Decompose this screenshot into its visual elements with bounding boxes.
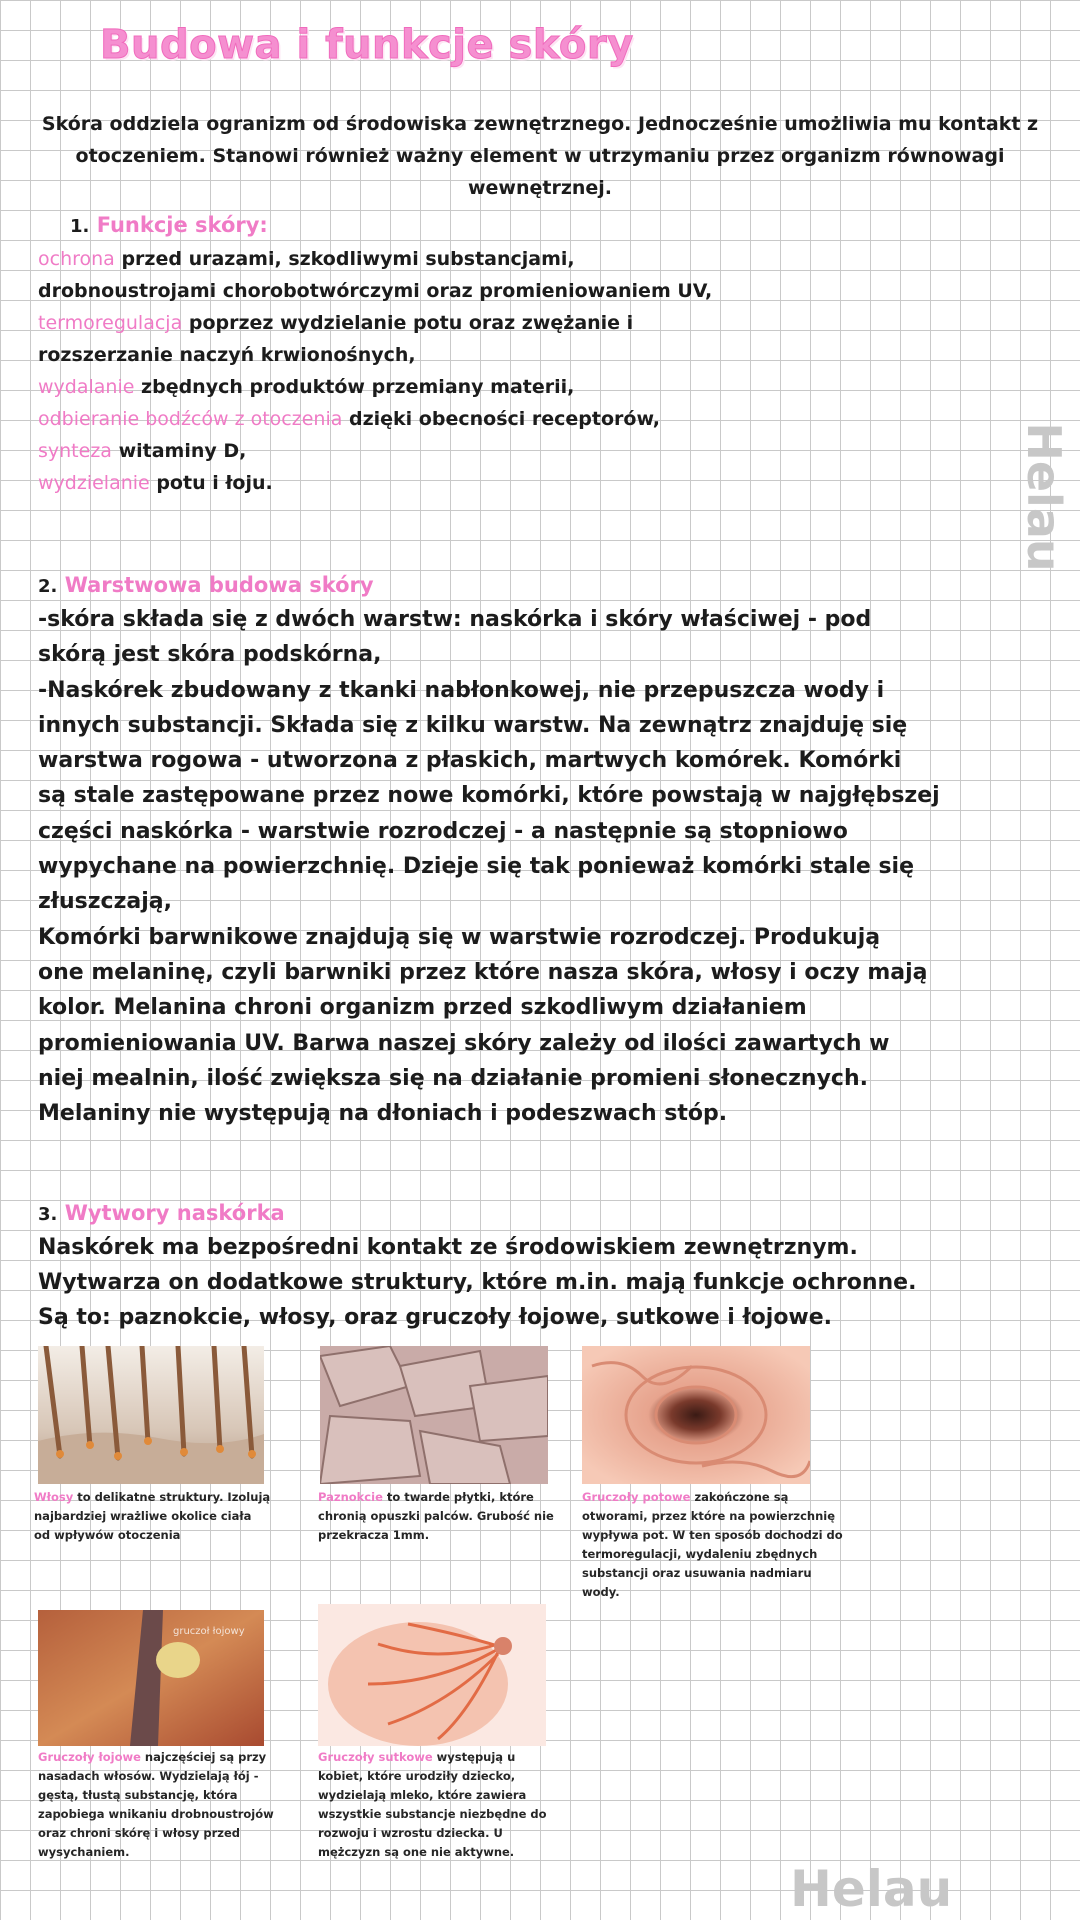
watermark-side: Helau: [1017, 422, 1071, 572]
sweat-gland-caption: Gruczoły potowe zakończone są otworami, przez które na powierzchnię wypływa pot. W ten sposób dochodzi do termoregulacji, wydaleniu zbędnych substancji oraz usuwania nadmiaru wody.: [582, 1490, 843, 1599]
functions-list: [38, 243, 738, 499]
list-item: odbieranie bodźców z otoczenia dzięki obecności receptorów,: [38, 408, 661, 430]
section-title: Warstwowa budowa skóry: [64, 573, 374, 597]
section-title: Wytwory naskórka: [64, 1201, 285, 1225]
list-item: drobnoustrojami chorobotwórczymi oraz promieniowaniem UV,: [38, 280, 713, 302]
nail-photo: [320, 1346, 548, 1484]
section-3-heading: [38, 1198, 285, 1230]
text-line: Są to: paznokcie, włosy, oraz gruczoły łojowe, sutkowe i łojowe.: [38, 1305, 833, 1330]
text-line: -Naskórek zbudowany z tkanki nabłonkowej, nie przepuszcza wody i: [38, 677, 885, 703]
section-number: 2.: [38, 576, 58, 597]
sweat-gland-photo: [582, 1346, 810, 1484]
list-item: wydalanie zbędnych produktów przemiany materii,: [38, 376, 575, 398]
list-item: wydzielanie potu i łoju.: [38, 472, 273, 494]
intro-line: Skóra oddziela ogranizm od środowiska zewnętrznego. Jednocześnie umożliwia mu kontakt z: [41, 113, 1039, 135]
section-title: Funkcje skóry:: [96, 213, 268, 237]
text-line: promieniowania UV. Barwa naszej skóry zależy od ilości zawartych w: [38, 1030, 890, 1056]
intro-line: otoczeniem. Stanowi również ważny element w utrzymaniu przez organizm równowagi wewnętrznej.: [75, 145, 1005, 199]
hair-caption: Włosy to delikatne struktury. Izolują najbardziej wrażliwe okolice ciała od wpływów otoczenia: [34, 1490, 271, 1542]
text-line: Melaniny nie występują na dłoniach i podeszwach stóp.: [38, 1101, 728, 1127]
list-item: synteza witaminy D,: [38, 440, 247, 462]
text-line: złuszczają,: [38, 889, 172, 915]
text-line: Naskórek ma bezpośredni kontakt ze środowiskiem zewnętrznym.: [38, 1235, 858, 1260]
text-line: niej mealnin, ilość zwiększa się na działanie promieni słonecznych.: [38, 1065, 868, 1091]
image-label: gruczoł łojowy: [173, 1626, 245, 1637]
sebaceous-gland-photo: [38, 1610, 264, 1746]
text-line: Wytwarza on dodatkowe struktury, które m.in. mają funkcje ochronne.: [38, 1270, 917, 1295]
watermark-bottom: Helau: [790, 1860, 953, 1918]
section-2-heading: [38, 570, 374, 602]
text-line: są stale zastępowane przez nowe komórki, które powstają w najgłębszej: [38, 783, 940, 809]
section-3-body: [38, 1230, 917, 1335]
text-line: -skóra składa się z dwóch warstw: naskórka i skóry właściwej - pod: [38, 607, 872, 632]
text-line: Komórki barwnikowe znajdują się w warstwie rozrodczej. Produkują: [38, 924, 881, 950]
text-line: innych substancji. Składa się z kilku warstw. Na zewnątrz znajduję się: [38, 712, 908, 738]
text-line: one melaninę, czyli barwniki przez które nasza skóra, włosy i oczy mają: [38, 959, 928, 985]
text-line: skórą jest skóra podskórna,: [38, 642, 382, 668]
page-title: Budowa i funkcje skóry: [100, 22, 634, 68]
text-line: kolor. Melanina chroni organizm przed szkodliwym działaniem: [38, 995, 807, 1021]
mammary-gland-caption: Gruczoły sutkowe występują u kobiet, które urodziły dziecko, wydzielają mleko, które zawiera wszystkie substancje niezbędne do rozwoju i wzrostu dziecka. U mężczyzn są one nie aktywne.: [318, 1750, 547, 1859]
list-item: ochrona przed urazami, szkodliwymi substancjami,: [38, 248, 575, 270]
sebaceous-gland-caption: Gruczoły łojowe najczęściej są przy nasadach włosów. Wydzielają łój - gęstą, tłustą substancję, która zapobiega wnikaniu drobnoustrojów oraz chroni skórę i włosy przed wysychaniem.: [38, 1750, 274, 1859]
section-number: 3.: [38, 1204, 58, 1225]
text-line: części naskórka - warstwie rozrodczej - a następnie są stopniowo: [38, 818, 848, 844]
mammary-gland-photo: [318, 1604, 546, 1746]
nail-caption: Paznokcie to twarde płytki, które chronią opuszki palców. Grubość nie przekracza 1mm.: [318, 1490, 554, 1542]
intro-paragraph: [6, 108, 1074, 204]
section-1-heading: [70, 210, 268, 242]
list-item: termoregulacja poprzez wydzielanie potu oraz zwężanie i: [38, 312, 634, 334]
list-item: rozszerzanie naczyń krwionośnych,: [38, 344, 416, 366]
text-line: wypychane na powierzchnię. Dzieje się tak ponieważ komórki stale się: [38, 854, 915, 880]
text-line: warstwa rogowa - utworzona z płaskich, martwych komórek. Komórki: [38, 748, 902, 774]
section-2-body: [38, 602, 940, 1131]
section-number: 1.: [70, 216, 90, 237]
hair-photo: [38, 1346, 264, 1484]
